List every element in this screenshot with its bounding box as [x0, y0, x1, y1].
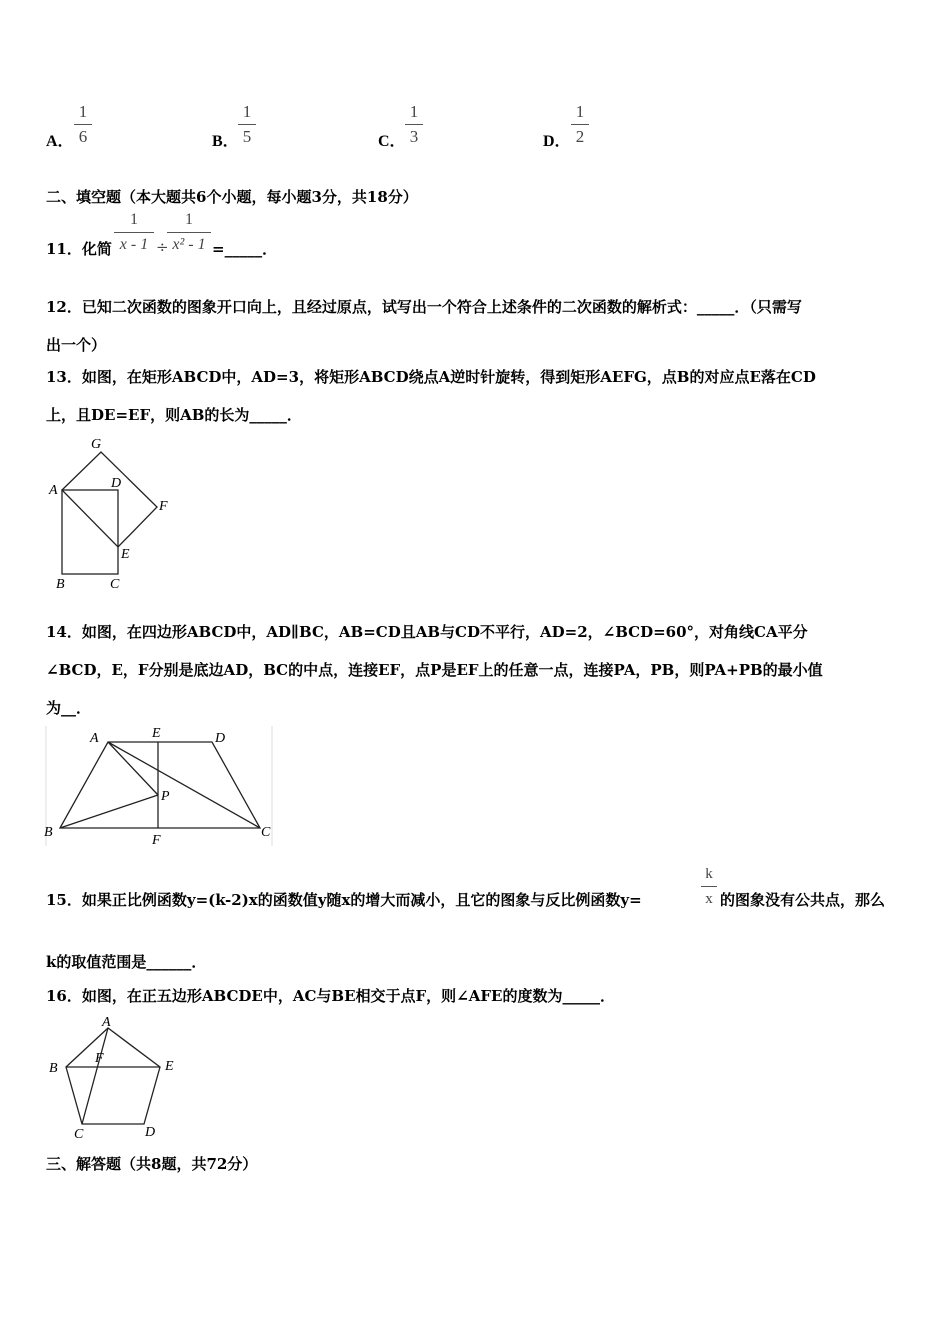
q14-figure [44, 724, 276, 848]
fraction-bar [571, 124, 589, 125]
option-c-denominator: 3 [409, 127, 419, 146]
label-a: A [102, 1015, 111, 1030]
q14-line-1: 14．如图，在四边形ABCD中，AD∥BC，AB=CD且AB与CD不平行，AD=2，∠BCD=60°，对角线CA平分 [46, 623, 808, 641]
q11-suffix: =_____． [212, 240, 278, 258]
option-d-numerator: 1 [575, 102, 585, 121]
section-3-heading: 三、解答题（共8题，共72分） [46, 1155, 258, 1173]
option-c-fraction [405, 102, 423, 147]
fraction-bar [405, 124, 423, 125]
option-a-denominator: 6 [78, 127, 88, 146]
label-f: F [95, 1051, 104, 1066]
q11-f2-denominator: x² - 1 [172, 236, 206, 253]
label-d: D [215, 731, 226, 746]
label-e: E [121, 547, 130, 562]
q11-f1-numerator: 1 [130, 211, 138, 228]
q14-line-2: ∠BCD，E，F分别是底边AD，BC的中点，连接EF，点P是EF上的任意一点，连接PA，PB，则PA+PB的最小值 [46, 661, 823, 679]
trapezoid-abcd [60, 742, 260, 828]
option-d-label: D． [543, 133, 571, 150]
q15-part-2: 的图象没有公共点，那么 [720, 891, 886, 909]
q16-figure [46, 1014, 186, 1144]
fraction-bar [114, 232, 154, 233]
option-b-denominator: 5 [242, 127, 252, 146]
option-c-numerator: 1 [409, 102, 419, 121]
q15-numerator: k [705, 866, 713, 882]
q12-line-2: 出一个） [46, 336, 107, 354]
diagonal-ac [108, 742, 260, 828]
q11-prefix: 11．化简 [46, 240, 112, 258]
pentagon-abcde [66, 1028, 160, 1124]
q15-fraction [701, 864, 717, 909]
label-p: P [161, 789, 170, 804]
q11-fraction-2 [167, 210, 211, 255]
q15-line-2: k的取值范围是______． [46, 953, 207, 971]
option-c-label: C． [378, 133, 406, 150]
label-g: G [91, 437, 102, 452]
label-d: D [145, 1125, 156, 1140]
fraction-bar [167, 232, 211, 233]
label-c: C [261, 825, 271, 840]
label-b: B [44, 825, 53, 840]
label-c: C [74, 1127, 84, 1142]
q11-f1-denominator: x - 1 [119, 236, 149, 253]
q12-line-1: 12．已知二次函数的图象开口向上，且经过原点，试写出一个符合上述条件的二次函数的解析式：_____．（只需写 [46, 298, 802, 316]
q16-line-1: 16．如图，在正五边形ABCDE中，AC与BE相交于点F，则∠AFE的度数为_____． [46, 987, 615, 1005]
label-d: D [111, 476, 122, 491]
q11-f2-numerator: 1 [185, 211, 193, 228]
fraction-bar [238, 124, 256, 125]
q15-denominator: x [705, 891, 713, 907]
label-e: E [152, 726, 161, 741]
option-b-fraction [238, 102, 256, 147]
label-c: C [110, 577, 120, 592]
label-e: E [165, 1059, 174, 1074]
option-b-numerator: 1 [242, 102, 252, 121]
q15-part-1: 15．如果正比例函数y=(k-2)x的函数值y随x的增大而减小，且它的图象与反比例函数y= [46, 891, 642, 909]
label-a: A [49, 483, 58, 498]
option-b-label: B． [212, 133, 239, 150]
fraction-bar [74, 124, 92, 125]
q14-line-3: 为__． [46, 699, 92, 717]
option-a-fraction [74, 102, 92, 147]
label-b: B [56, 577, 65, 592]
rectangle-abcd [62, 490, 118, 574]
diagonal-ac [82, 1028, 108, 1124]
label-a: A [90, 731, 99, 746]
segment-pa [108, 742, 158, 795]
q11-fraction-1 [114, 210, 154, 255]
option-d-denominator: 2 [575, 127, 585, 146]
option-d-fraction [571, 102, 589, 147]
q11-divide: ÷ [156, 238, 169, 256]
q13-line-1: 13．如图，在矩形ABCD中，AD=3，将矩形ABCD绕点A逆时针旋转，得到矩形AEFG，点B的对应点E落在CD [46, 368, 816, 386]
segment-pb [60, 795, 158, 828]
q13-line-2: 上，且DE=EF，则AB的长为_____． [46, 406, 302, 424]
option-a-label: A． [46, 133, 74, 150]
fraction-bar [701, 886, 717, 887]
label-f: F [159, 499, 168, 514]
label-b: B [49, 1061, 58, 1076]
option-a-numerator: 1 [78, 102, 88, 121]
q13-figure [46, 432, 186, 592]
rectangle-aefg [62, 452, 157, 547]
section-2-heading: 二、填空题（本大题共6个小题，每小题3分，共18分） [46, 188, 418, 206]
label-f: F [152, 833, 161, 848]
